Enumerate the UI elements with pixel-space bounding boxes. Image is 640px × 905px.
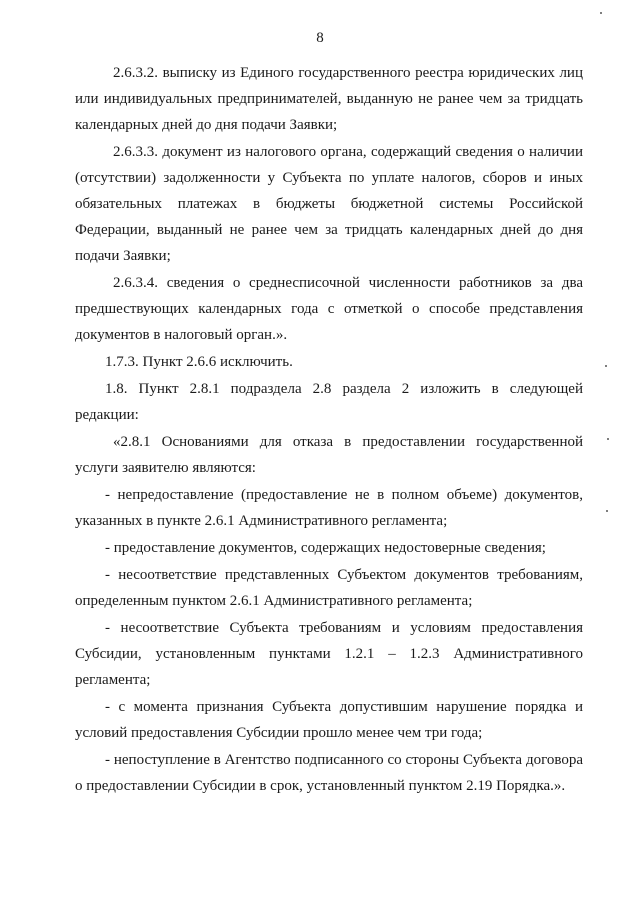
list-item-contract-not-received: - непоступление в Агентство подписанного со стороны Субъекта договора о предоставлении Субсидии в срок, установленный пунктом 2.19 Порядка.». xyxy=(75,752,583,794)
page-number: 8 xyxy=(316,30,324,46)
paragraph-2-6-3-4: 2.6.3.4. сведения о среднесписочной численности работников за два предшествующих календарных года с отметкой о способе представления документов в налоговый орган.». xyxy=(75,275,583,343)
list-item-subject-mismatch: - несоответствие Субъекта требованиям и условиям предоставления Субсидии, установленным пунктами 1.2.1 – 1.2.3 Административного регламента; xyxy=(75,620,583,688)
paragraph-2-8-1: «2.8.1 Основаниями для отказа в предоставлении государственной услуги заявителю являются: xyxy=(75,434,583,476)
paragraph-2-6-3-2: 2.6.3.2. выписку из Единого государственного реестра юридических лиц или индивидуальных предпринимателей, выданную не ранее чем за тридцать календарных дней до дня подачи Заявки; xyxy=(75,65,583,133)
scan-speck xyxy=(606,510,608,512)
scan-speck xyxy=(605,365,607,367)
list-item-documents-mismatch: - несоответствие представленных Субъектом документов требованиям, определенным пунктом 2.6.1 Административного регламента; xyxy=(75,567,583,609)
list-item-incomplete-documents: - непредоставление (предоставление не в полном объеме) документов, указанных в пункте 2.6.1 Административного регламента; xyxy=(75,487,583,529)
list-item-violation-period: - с момента признания Субъекта допустившим нарушение порядка и условий предоставления Субсидии прошло менее чем три года; xyxy=(75,699,583,741)
paragraph-1-8: 1.8. Пункт 2.8.1 подраздела 2.8 раздела 2 изложить в следующей редакции: xyxy=(75,381,583,423)
paragraph-2-6-3-3: 2.6.3.3. документ из налогового органа, содержащий сведения о наличии (отсутствии) задолженности у Субъекта по уплате налогов, сборов и иных обязательных платежах в бюджеты бюджетной системы Российской Федерации, выданный не ранее чем за тридцать календарных дней до дня подачи Заявки; xyxy=(75,144,583,264)
scan-speck xyxy=(600,12,602,14)
list-item-false-information: - предоставление документов, содержащих недостоверные сведения; xyxy=(105,540,546,556)
paragraph-1-7-3: 1.7.3. Пункт 2.6.6 исключить. xyxy=(105,354,293,370)
scan-speck xyxy=(607,438,609,440)
document-body xyxy=(75,60,583,800)
